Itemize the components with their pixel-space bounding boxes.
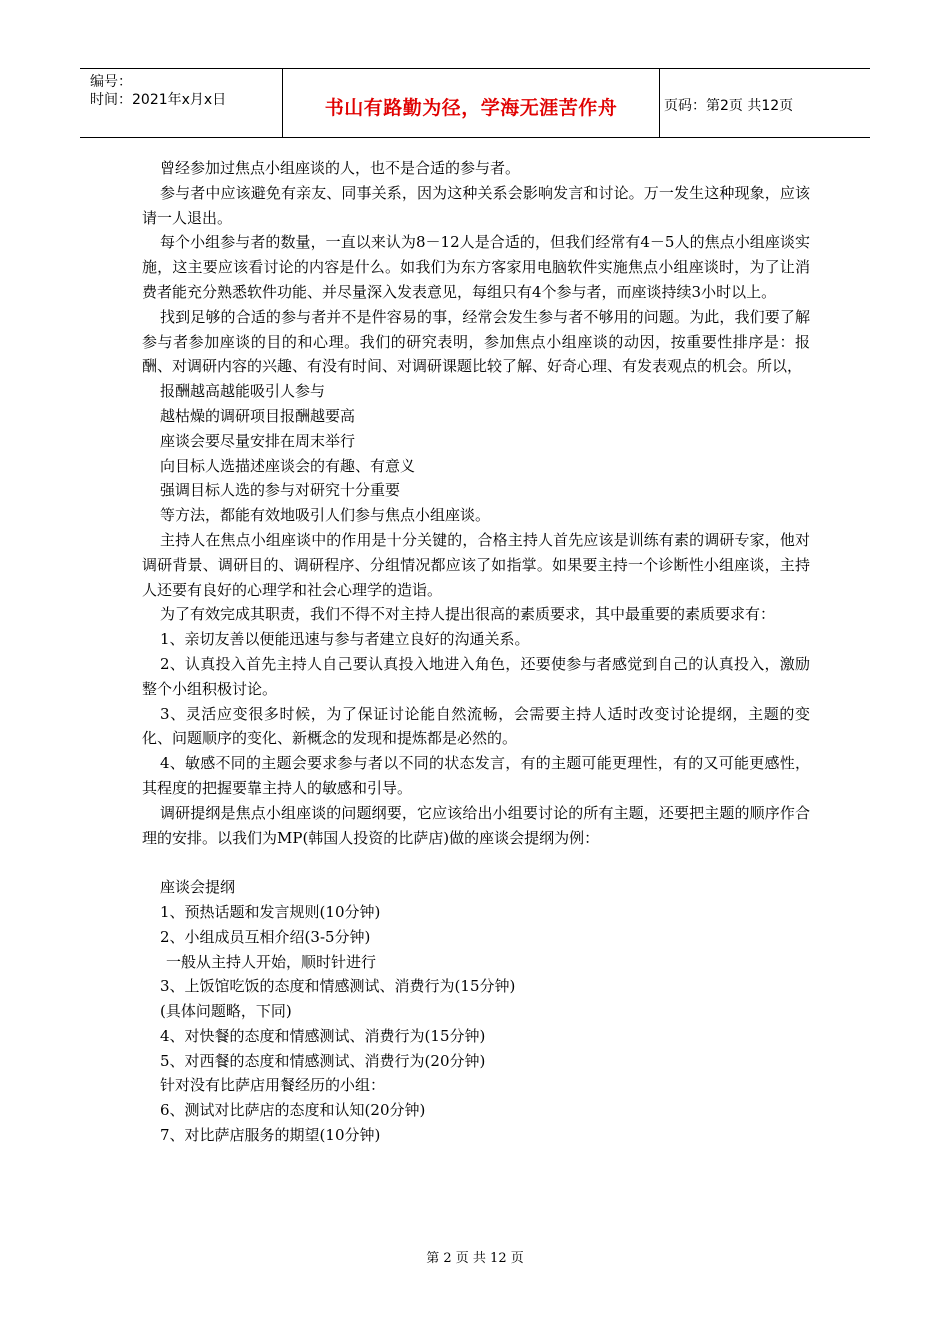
paragraph: 调研提纲是焦点小组座谈的问题纲要，它应该给出小组要讨论的所有主题，还要把主题的顺序作合理的安排。以我们为MP(韩国人投资的比萨店)做的座谈会提纲为例： <box>142 803 810 847</box>
outline-item: 2、小组成员互相介绍(3-5分钟) <box>160 927 371 946</box>
header-page-cell <box>660 69 870 137</box>
paragraph: 参与者中应该避免有亲友、同事关系，因为这种关系会影响发言和讨论。万一发生这种现象，应该请一人退出。 <box>142 183 810 227</box>
document-time-label: 时间：2021年x月x日 <box>90 92 227 108</box>
page-header <box>80 68 870 138</box>
outline-note: 一般从主持人开始，顺时针进行 <box>166 952 377 971</box>
header-info-cell <box>80 69 283 137</box>
document-number-label: 编号： <box>90 74 132 90</box>
outline-item: 1、预热话题和发言规则(10分钟) <box>160 902 381 921</box>
outline-item: 4、对快餐的态度和情感测试、消费行为(15分钟) <box>160 1026 486 1045</box>
paragraph: 等方法，都能有效地吸引人们参与焦点小组座谈。 <box>160 506 491 525</box>
bullet-line: 越枯燥的调研项目报酬越要高 <box>160 406 356 425</box>
outline-note: (具体问题略，下同) <box>160 1002 292 1021</box>
paragraph: 找到足够的合适的参与者并不是件容易的事，经常会发生参与者不够用的问题。为此，我们要了解参与者参加座谈的目的和心理。我们的研究表明，参加焦点小组座谈的动因，按重要性排序是：报酬、对调研内容的兴趣、有没有时间、对调研课题比较了解、好奇心理、有发表观点的机会。所以， <box>142 307 810 376</box>
document-body <box>142 156 810 1148</box>
outline-note: 针对没有比萨店用餐经历的小组： <box>160 1076 386 1095</box>
header-motto: 书山有路勤为径，学海无涯苦作舟 <box>324 97 618 119</box>
outline-item: 7、对比萨店服务的期望(10分钟) <box>160 1126 381 1145</box>
paragraph: 为了有效完成其职责，我们不得不对主持人提出很高的素质要求，其中最重要的素质要求有： <box>160 605 776 624</box>
bullet-line: 座谈会要尽量安排在周末举行 <box>160 431 356 450</box>
outline-item: 5、对西餐的态度和情感测试、消费行为(20分钟) <box>160 1051 486 1070</box>
header-motto-cell <box>283 69 660 137</box>
numbered-quality: 1、亲切友善以便能迅速与参与者建立良好的沟通关系。 <box>160 630 530 649</box>
numbered-quality: 2、认真投入首先主持人自己要认真投入地进入角色，还要使参与者感觉到自己的认真投入，激励整个小组积极讨论。 <box>142 654 810 698</box>
bullet-line: 报酬越高越能吸引人参与 <box>160 382 326 401</box>
paragraph: 每个小组参与者的数量，一直以来认为8－12人是合适的，但我们经常有4－5人的焦点小组座谈实施，这主要应该看讨论的内容是什么。如我们为东方客家用电脑软件实施焦点小组座谈时，为了让消费者能充分熟悉软件功能、并尽量深入发表意见，每组只有4个参与者，而座谈持续3小时以上。 <box>142 233 810 301</box>
outline-title: 座谈会提纲 <box>160 878 236 897</box>
numbered-quality: 3、灵活应变很多时候，为了保证讨论能自然流畅，会需要主持人适时改变讨论提纲，主题的变化、问题顺序的变化、新概念的发现和提炼都是必然的。 <box>142 704 810 748</box>
outline-item: 6、测试对比萨店的态度和认知(20分钟) <box>160 1101 426 1120</box>
paragraph: 曾经参加过焦点小组座谈的人，也不是合适的参与者。 <box>160 159 521 177</box>
numbered-quality: 4、敏感不同的主题会要求参与者以不同的状态发言，有的主题可能更理性，有的又可能更感性，其程度的把握要靠主持人的敏感和引导。 <box>142 754 810 797</box>
header-page-info: 页码：第2页 共12页 <box>664 98 794 114</box>
paragraph: 主持人在焦点小组座谈中的作用是十分关键的，合格主持人首先应该是训练有素的调研专家，他对调研背景、调研目的、调研程序、分组情况都应该了如指掌。如果要主持一个诊断性小组座谈，主持人还要有良好的心理学和社会心理学的造诣。 <box>142 530 810 599</box>
spacer <box>142 850 810 875</box>
bullet-line: 向目标人选描述座谈会的有趣、有意义 <box>160 456 416 475</box>
outline-item: 3、上饭馆吃饭的态度和情感测试、消费行为(15分钟) <box>160 977 516 996</box>
bullet-line: 强调目标人选的参与对研究十分重要 <box>160 481 401 500</box>
page-footer: 第 2 页 共 12 页 <box>426 1251 524 1266</box>
